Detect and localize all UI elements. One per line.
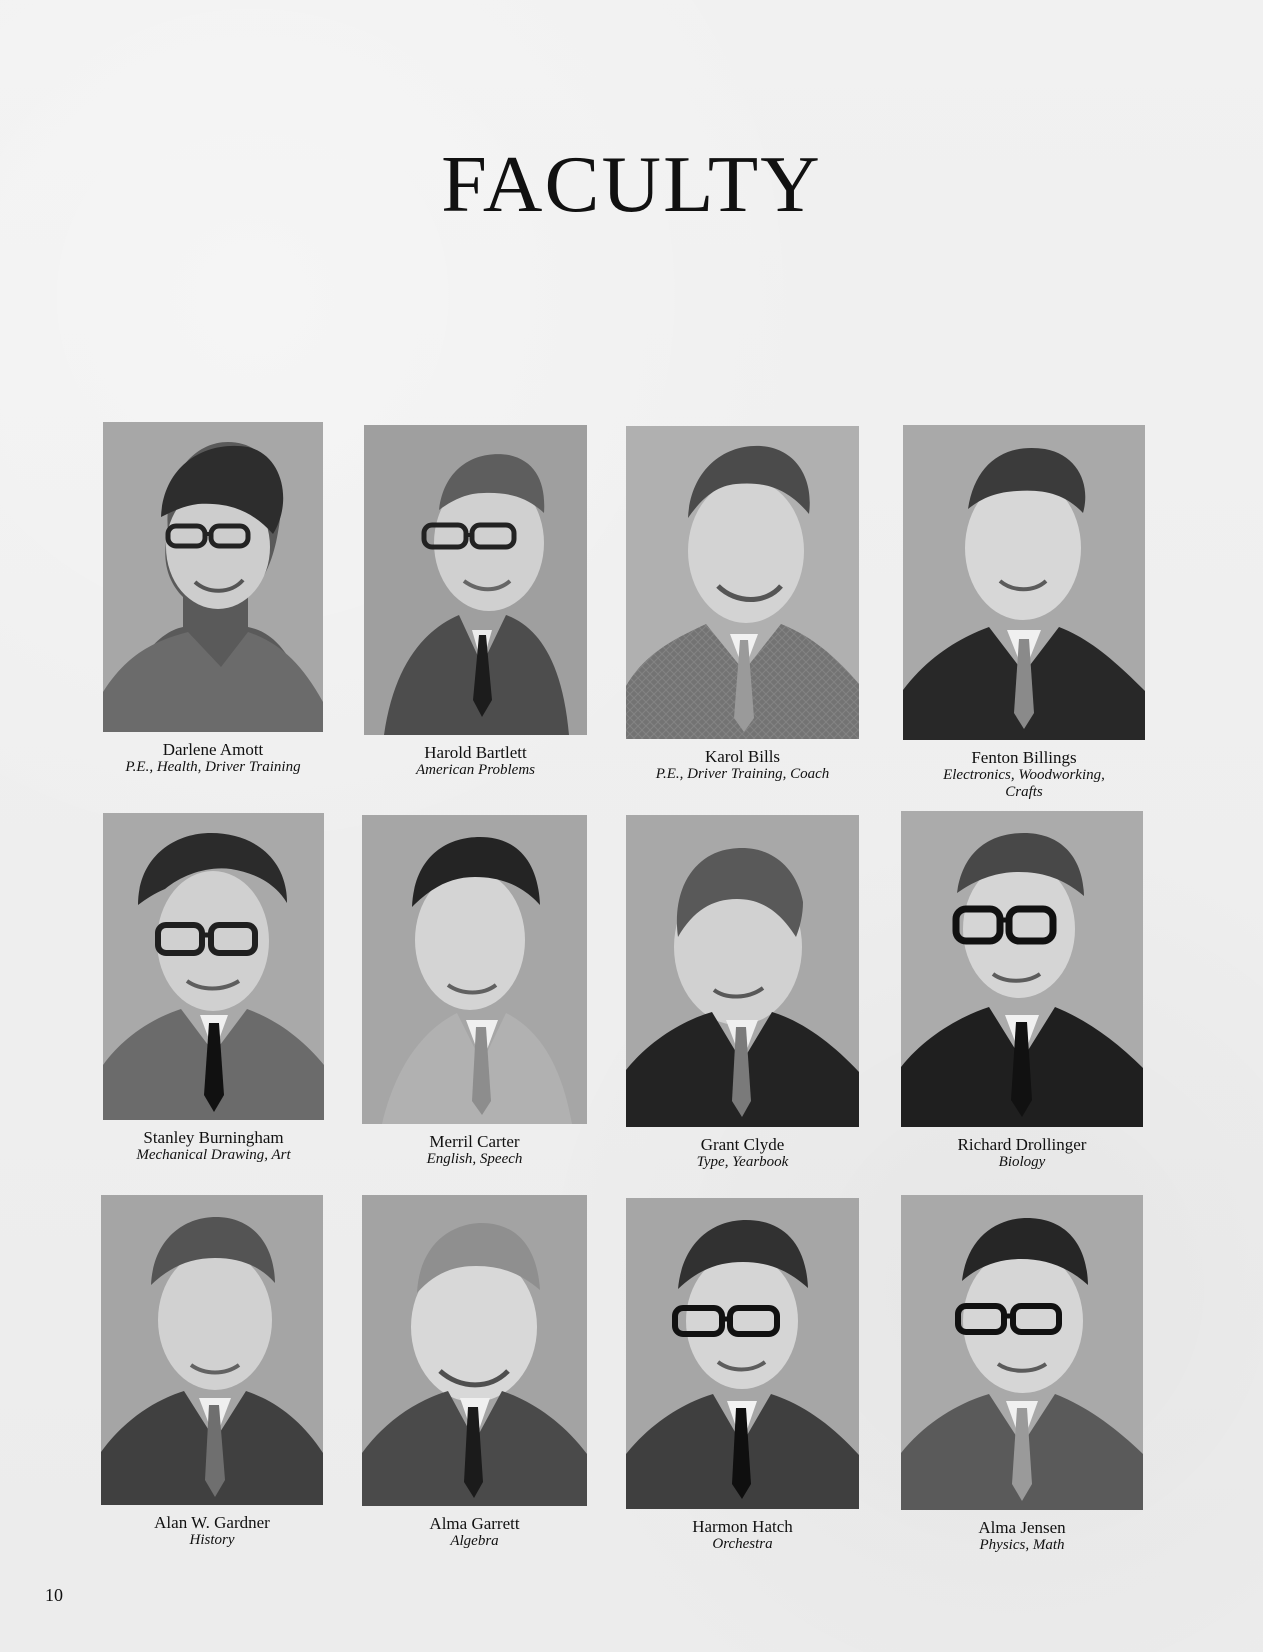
faculty-card: [903, 425, 1145, 801]
page-number: 10: [45, 1585, 63, 1605]
faculty-subject: P.E., Health, Driver Training: [125, 759, 301, 775]
faculty-photo: [903, 425, 1145, 740]
faculty-photo: [626, 426, 859, 739]
faculty-name: Alma Jensen: [978, 1518, 1066, 1537]
faculty-name: Harold Bartlett: [424, 743, 527, 762]
faculty-card: [901, 811, 1143, 1171]
faculty-subject: English, Speech: [426, 1151, 523, 1167]
faculty-name: Darlene Amott: [162, 740, 264, 759]
faculty-name: Karol Bills: [704, 747, 781, 766]
portrait-image: [626, 426, 859, 739]
portrait-image: [362, 1195, 587, 1506]
faculty-subject: Biology: [998, 1154, 1046, 1170]
faculty-name: Stanley Burningham: [143, 1128, 284, 1147]
faculty-card: [362, 815, 587, 1168]
portrait-image: [364, 425, 587, 735]
faculty-card: [626, 426, 859, 783]
faculty-name: Grant Clyde: [700, 1135, 785, 1154]
faculty-card: [101, 1195, 323, 1549]
faculty-subject: History: [189, 1532, 235, 1548]
faculty-photo: [103, 422, 323, 732]
portrait-image: [103, 813, 324, 1120]
faculty-name: Harmon Hatch: [692, 1517, 793, 1536]
faculty-name: Merril Carter: [429, 1132, 520, 1151]
faculty-photo: [362, 1195, 587, 1506]
faculty-photo: [626, 815, 859, 1127]
faculty-card: [901, 1195, 1143, 1554]
page-title: FACULTY: [441, 141, 822, 229]
portrait-image: [901, 1195, 1143, 1510]
faculty-subject: Mechanical Drawing, Art: [136, 1147, 291, 1163]
faculty-photo: [362, 815, 587, 1124]
faculty-name: Alan W. Gardner: [154, 1513, 270, 1532]
faculty-subject: Orchestra: [712, 1536, 773, 1552]
portrait-image: [626, 815, 859, 1127]
faculty-card: [103, 422, 323, 776]
faculty-card: [362, 1195, 587, 1550]
faculty-card: [626, 815, 859, 1171]
faculty-photo: [626, 1198, 859, 1509]
portrait-image: [903, 425, 1145, 740]
faculty-photo: [901, 811, 1143, 1127]
portrait-image: [103, 422, 323, 732]
portrait-image: [901, 811, 1143, 1127]
faculty-card: [626, 1198, 859, 1553]
portrait-image: [362, 815, 587, 1124]
faculty-card: [103, 813, 324, 1164]
faculty-name: Richard Drollinger: [957, 1135, 1087, 1154]
faculty-photo: [101, 1195, 323, 1505]
faculty-photo: [901, 1195, 1143, 1510]
faculty-name: Fenton Billings: [971, 748, 1077, 767]
faculty-subject: Algebra: [450, 1533, 499, 1549]
faculty-photo: [364, 425, 587, 735]
faculty-photo: [103, 813, 324, 1120]
faculty-subject: American Problems: [415, 762, 535, 778]
faculty-subject: Electronics, Woodworking, Crafts: [943, 767, 1105, 800]
faculty-subject: P.E., Driver Training, Coach: [655, 766, 830, 782]
portrait-image: [101, 1195, 323, 1505]
portrait-image: [626, 1198, 859, 1509]
faculty-name: Alma Garrett: [429, 1514, 520, 1533]
faculty-card: [364, 425, 587, 779]
faculty-subject: Type, Yearbook: [696, 1154, 789, 1170]
faculty-subject: Physics, Math: [979, 1537, 1065, 1553]
